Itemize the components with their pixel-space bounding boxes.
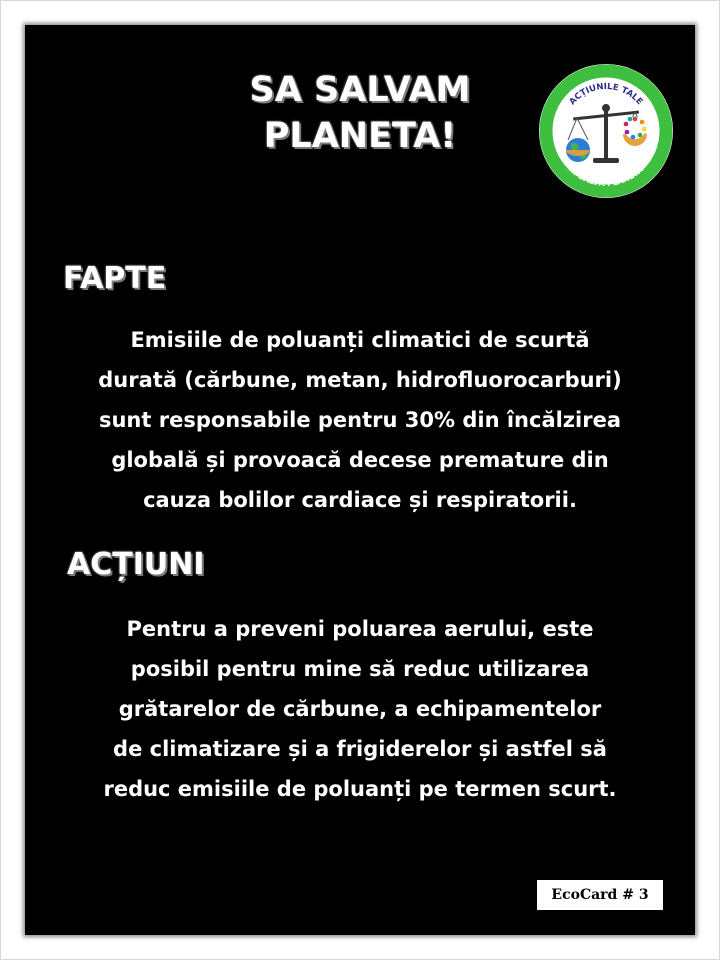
facts-line: sunt responsabile pentru 30% din încălzirea: [98, 408, 622, 432]
title-line-1: SA SALVAM: [249, 70, 471, 110]
logo: [537, 62, 675, 200]
title-line-2: PLANETA!: [263, 116, 457, 156]
facts-line: cauza bolilor cardiace și respiratorii.: [143, 488, 577, 512]
logo-bottom-text: ... SALVĂ PLANETA: [567, 164, 645, 188]
facts-line: durată (cărbune, metan, hidrofluorocarburi): [98, 368, 622, 392]
facts-line: Emisiile de poluanți climatici de scurtă: [130, 328, 590, 352]
actions-line: grătarelor de cărbune, a echipamentelor: [118, 697, 602, 721]
people-circle-icon: [623, 117, 647, 146]
actions-line: Pentru a preveni poluarea aerului, este: [126, 617, 594, 641]
actions-paragraph: [51, 609, 669, 809]
actions-line: reduc emisiile de poluanți pe termen scurt.: [103, 777, 617, 801]
ecocard-number-badge: EcoCard # 3: [537, 880, 663, 910]
actions-heading: ACȚIUNI: [67, 547, 205, 582]
facts-paragraph: [51, 320, 669, 520]
card-title: [195, 67, 525, 159]
earth-icon: [566, 138, 590, 162]
facts-heading: FAPTE: [63, 261, 167, 296]
eco-card: [25, 25, 695, 935]
facts-line: globală și provoacă decese premature din: [111, 448, 609, 472]
logo-top-text: ACȚIUNILE TALE: [567, 81, 645, 108]
actions-line: de climatizare și a frigiderelor și astfel să: [113, 737, 607, 761]
actions-line: posibil pentru mine să reduc utilizarea: [130, 657, 590, 681]
